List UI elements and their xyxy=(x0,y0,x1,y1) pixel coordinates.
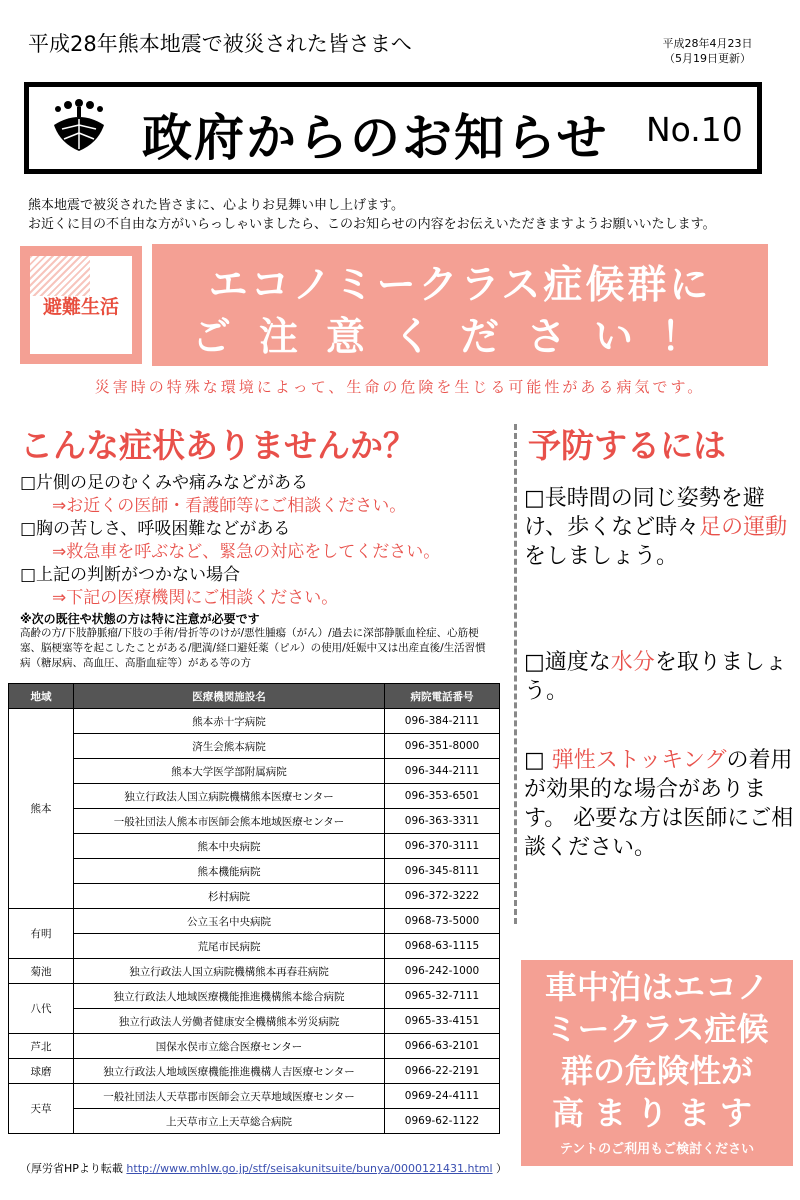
hospital-name-cell: 一般社団法人天草郡市医師会立天草地域医療センター xyxy=(74,1084,385,1109)
source-suffix: ） xyxy=(492,1162,508,1175)
note-body: 高齢の方/下肢静脈瘤/下肢の手術/骨折等のけが/悪性腫瘍（がん）/過去に深部静脈血栓症、心筋梗塞、脳梗塞等を起こしたことがある/肥満/経口避妊薬（ピル）の使用/妊娠中又は出産直後/生活習慣病（糖尿病、高血圧、高脂血症等）がある等の方 xyxy=(20,627,486,669)
hospital-name-cell: 荒尾市民病院 xyxy=(74,934,385,959)
region-cell: 菊池 xyxy=(9,959,74,984)
table-row xyxy=(9,834,500,859)
caution-small: テントのご利用もご検討ください xyxy=(559,1142,755,1157)
phone-cell: 096-242-1000 xyxy=(385,959,500,984)
table-row xyxy=(9,759,500,784)
hospital-name-cell: 杉村病院 xyxy=(74,884,385,909)
column-divider xyxy=(514,424,517,924)
banner-subline: 災害時の特殊な環境によって、生命の危険を生じる可能性がある病気です。 xyxy=(94,378,706,396)
symptom-check: □片側の足のむくみや痛みなどがある xyxy=(20,473,309,493)
table-row xyxy=(9,1084,500,1109)
date-line2: （5月19日更新） xyxy=(664,52,751,65)
caution-line: 高まります xyxy=(551,1094,762,1132)
table-row xyxy=(9,984,500,1009)
hospital-name-cell: 独立行政法人国立病院機構熊本医療センター xyxy=(74,784,385,809)
table-row xyxy=(9,934,500,959)
banner-line2: ご注意ください！ xyxy=(191,315,728,360)
table-row xyxy=(9,734,500,759)
hospital-name-cell: 熊本大学医学部附属病院 xyxy=(74,759,385,784)
prevention-text: を取りましょう。 xyxy=(524,650,787,704)
phone-cell: 0969-62-1122 xyxy=(385,1109,500,1134)
region-cell: 芦北 xyxy=(9,1034,74,1059)
tag-label: 避難生活 xyxy=(42,296,119,318)
phone-cell: 0966-22-2191 xyxy=(385,1059,500,1084)
table-row xyxy=(9,809,500,834)
phone-cell: 0965-33-4151 xyxy=(385,1009,500,1034)
hospital-name-cell: 上天草市立上天草総合病院 xyxy=(74,1109,385,1134)
source-line xyxy=(20,1160,507,1176)
phone-cell: 0966-63-2101 xyxy=(385,1034,500,1059)
phone-cell: 096-363-3311 xyxy=(385,809,500,834)
table-body xyxy=(9,709,500,1134)
caution-text xyxy=(521,966,793,1134)
hospital-name-cell: 独立行政法人地域医療機能推進機構人吉医療センター xyxy=(74,1059,385,1084)
symptom-action: ⇒お近くの医師・看護師等にご相談ください。 xyxy=(52,496,407,516)
prevention-highlight: 水分 xyxy=(610,650,655,675)
table-row xyxy=(9,859,500,884)
phone-cell: 0969-24-4111 xyxy=(385,1084,500,1109)
table-row xyxy=(9,1109,500,1134)
phone-cell: 096-351-8000 xyxy=(385,734,500,759)
region-cell: 天草 xyxy=(9,1084,74,1134)
table-row xyxy=(9,1034,500,1059)
symptoms-title: こんな症状ありませんか？ xyxy=(20,426,416,465)
table-header-row xyxy=(9,684,500,709)
prevention-text: □ xyxy=(524,748,552,773)
prevention-item-1 xyxy=(524,484,794,571)
symptom-list xyxy=(20,472,440,610)
region-cell: 有明 xyxy=(9,909,74,959)
date xyxy=(640,36,775,66)
phone-cell: 096-344-2111 xyxy=(385,759,500,784)
hospital-name-cell: 独立行政法人労働者健康安全機構熊本労災病院 xyxy=(74,1009,385,1034)
table-row xyxy=(9,909,500,934)
prevention-item-3 xyxy=(524,746,794,862)
symptom-check: □上記の判断がつかない場合 xyxy=(20,565,241,585)
prevention-title: 予防するには xyxy=(528,426,726,465)
phone-cell: 0968-73-5000 xyxy=(385,909,500,934)
caution-line: 群の危険性が xyxy=(560,1052,753,1090)
intro xyxy=(28,196,716,234)
symptom-action: ⇒救急車を呼ぶなど、緊急の対応をしてください。 xyxy=(52,542,441,562)
hospital-name-cell: 一般社団法人熊本市医師会熊本地域医療センター xyxy=(74,809,385,834)
issue-number: No.10 xyxy=(646,110,743,149)
tag-stripe xyxy=(30,256,90,296)
date-line1: 平成28年4月23日 xyxy=(662,37,753,50)
prevention-text: □適度な xyxy=(524,650,611,675)
banner-line1: エコノミークラス症候群に xyxy=(208,263,712,308)
hospital-table xyxy=(8,683,500,1134)
source-prefix: （厚労省HPより転載 xyxy=(20,1162,127,1175)
prevention-text: □長時間の同じ姿勢を避け、歩くなど時々 xyxy=(524,486,765,540)
government-emblem-icon xyxy=(48,95,110,157)
column-header: 医療機関施設名 xyxy=(74,684,385,709)
symptom-action: ⇒下記の医療機関にご相談ください。 xyxy=(52,588,339,608)
source-link[interactable]: http://www.mhlw.go.jp/stf/seisakunitsuite/bunya/0000121431.html xyxy=(126,1162,493,1175)
prevention-text: をしましょう。 xyxy=(524,544,679,569)
column-header: 地域 xyxy=(9,684,74,709)
hospital-name-cell: 済生会熊本病院 xyxy=(74,734,385,759)
symptom-check: □胸の苦しさ、呼吸困難などがある xyxy=(20,519,291,539)
table-row xyxy=(9,1009,500,1034)
region-cell: 熊本 xyxy=(9,709,74,909)
intro-line2: お近くに目の不自由な方がいらっしゃいましたら、このお知らせの内容をお伝えいただきますようお願いいたします。 xyxy=(28,217,716,232)
phone-cell: 096-372-3222 xyxy=(385,884,500,909)
prevention-item-2 xyxy=(524,648,794,706)
intro-line1: 熊本地震で被災された皆さまに、心よりお見舞い申し上げます。 xyxy=(28,198,404,213)
table-row xyxy=(9,884,500,909)
top-title: 平成28年熊本地震で被災された皆さまへ xyxy=(28,32,412,56)
note-head: ※次の既往や状態の方は特に注意が必要です xyxy=(20,612,260,626)
hospital-name-cell: 熊本中央病院 xyxy=(74,834,385,859)
prevention-highlight: 足の運動 xyxy=(699,515,788,540)
hospital-name-cell: 国保水俣市立総合医療センター xyxy=(74,1034,385,1059)
region-cell: 球磨 xyxy=(9,1059,74,1084)
main-title: 政府からのお知らせ xyxy=(142,109,609,167)
phone-cell: 096-353-6501 xyxy=(385,784,500,809)
phone-cell: 096-370-3111 xyxy=(385,834,500,859)
caution-line: 車中泊はエコノ xyxy=(544,968,769,1006)
table-row xyxy=(9,959,500,984)
table-row xyxy=(9,1059,500,1084)
caution-line: ミークラス症候 xyxy=(545,1010,769,1048)
prevention-text: の着用が効果的な場合があります。 必要な方は医師にご相談ください。 xyxy=(524,748,794,860)
hospital-name-cell: 熊本機能病院 xyxy=(74,859,385,884)
phone-cell: 096-384-2111 xyxy=(385,709,500,734)
phone-cell: 096-345-8111 xyxy=(385,859,500,884)
table-row xyxy=(9,784,500,809)
column-header: 病院電話番号 xyxy=(385,684,500,709)
hospital-name-cell: 独立行政法人国立病院機構熊本再春荘病院 xyxy=(74,959,385,984)
prevention-highlight: 弾性ストッキング xyxy=(551,748,727,773)
hospital-name-cell: 熊本赤十字病院 xyxy=(74,709,385,734)
hospital-name-cell: 公立玉名中央病院 xyxy=(74,909,385,934)
region-cell: 八代 xyxy=(9,984,74,1034)
table-row xyxy=(9,709,500,734)
phone-cell: 0968-63-1115 xyxy=(385,934,500,959)
phone-cell: 0965-32-7111 xyxy=(385,984,500,1009)
hospital-name-cell: 独立行政法人地域医療機能推進機構熊本総合病院 xyxy=(74,984,385,1009)
